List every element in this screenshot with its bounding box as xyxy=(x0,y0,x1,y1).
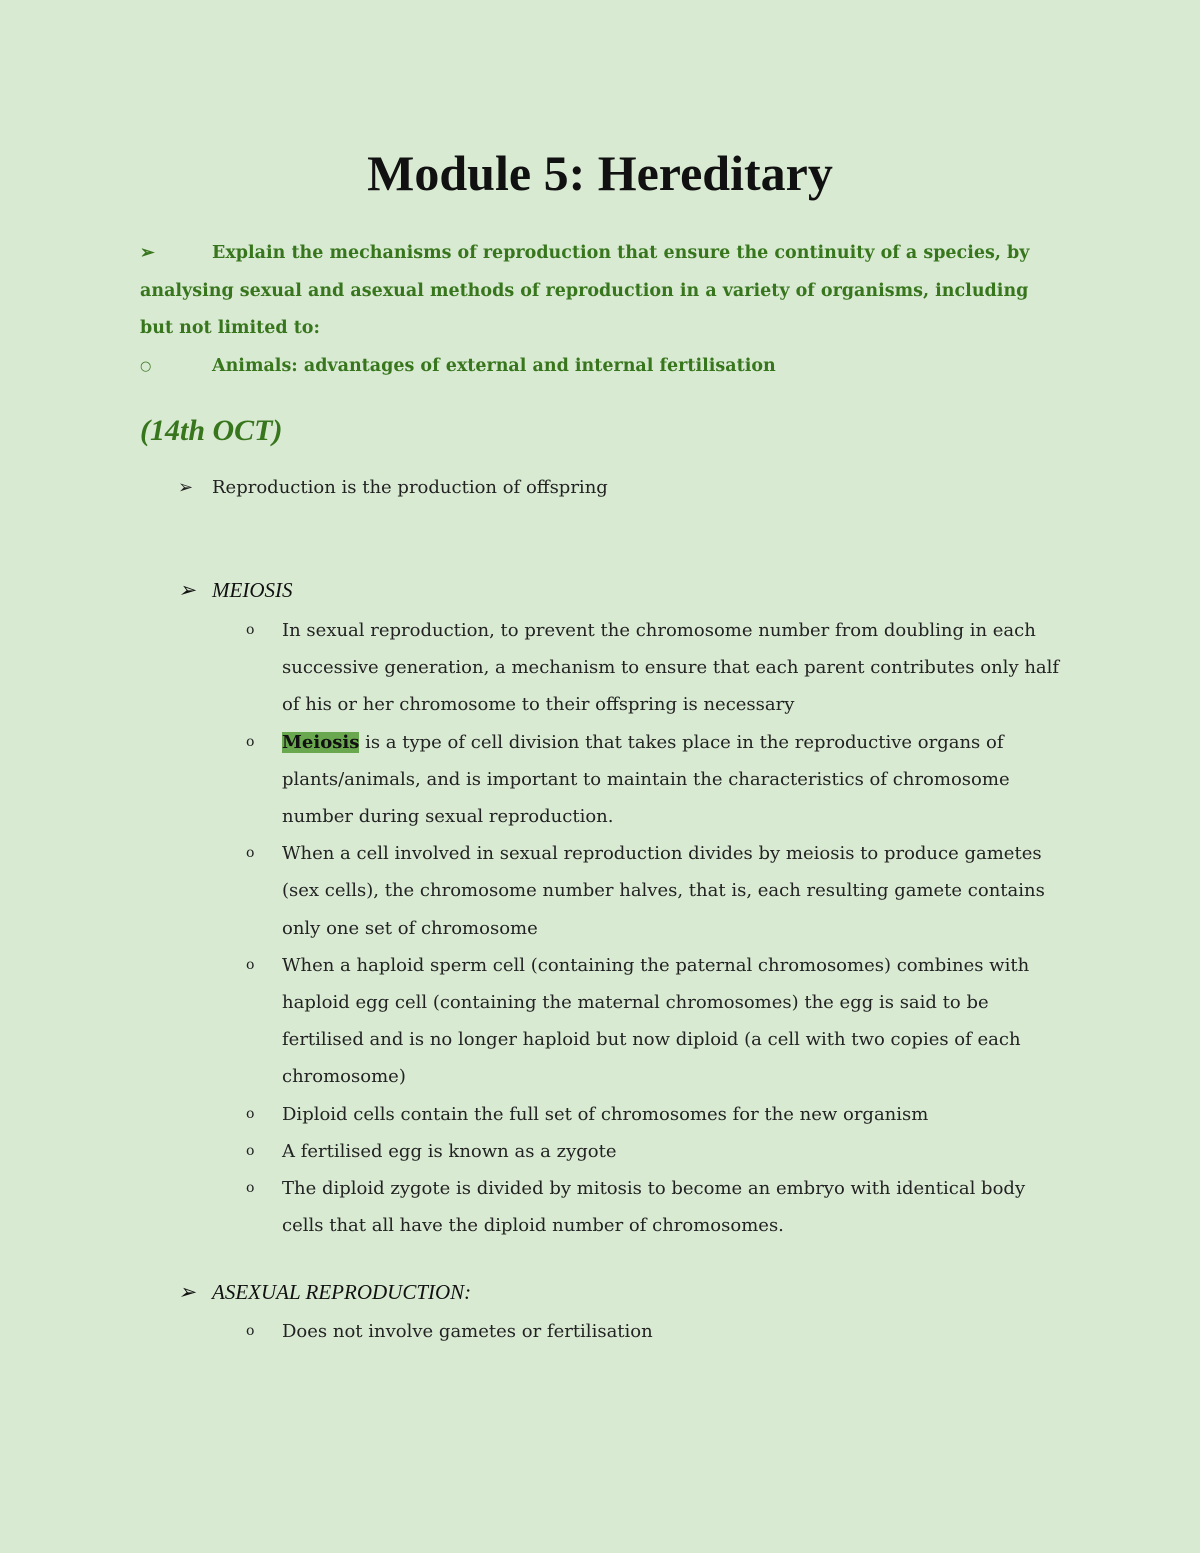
circle-bullet-icon: ○ xyxy=(140,358,152,374)
list-item: o A fertilised egg is known as a zygote xyxy=(246,1133,1066,1170)
asexual-heading-text: ASEXUAL REPRODUCTION: xyxy=(212,1280,472,1304)
arrow-bullet-icon: ➢ xyxy=(178,1280,196,1304)
circle-bullet-icon: o xyxy=(246,733,255,750)
outcome-subpoint xyxy=(140,348,1060,386)
list-item: o The diploid zygote is divided by mitosis to become an embryo with identical body cells that all have the diploid number of chromosomes. xyxy=(246,1170,1066,1244)
highlighted-term: Meiosis xyxy=(282,731,360,753)
list-item: o When a cell involved in sexual reproduction divides by meiosis to produce gametes (sex cells), the chromosome number halves, that is, each resulting gamete contains only one set of chromosome xyxy=(246,835,1066,947)
circle-bullet-icon: o xyxy=(246,845,255,862)
list-item: o Does not involve gametes or fertilisation xyxy=(246,1313,1066,1350)
date-heading: (14th OCT) xyxy=(140,414,283,447)
list-item: o When a haploid sperm cell (containing the paternal chromosomes) combines with haploid egg cell (containing the maternal chromosomes) the egg is said to be fertilised and is no longer haploid but now diploid (a cell with two copies of each chromosome) xyxy=(246,947,1066,1096)
circle-bullet-icon: o xyxy=(246,1142,255,1159)
circle-bullet-icon: o xyxy=(246,1180,255,1197)
intro-text: Reproduction is the production of offspring xyxy=(212,477,608,498)
meiosis-heading-text: MEIOSIS xyxy=(212,578,293,602)
list-item: o In sexual reproduction, to prevent the chromosome number from doubling in each successive generation, a mechanism to ensure that each parent contributes only half of his or her chromosome to their offspring is necessary xyxy=(246,612,1066,724)
arrow-bullet-icon: ➢ xyxy=(178,578,196,602)
meiosis-heading xyxy=(178,572,292,609)
list-item: o Diploid cells contain the full set of chromosomes for the new organism xyxy=(246,1096,1066,1133)
arrow-bullet-icon: ➢ xyxy=(178,477,194,498)
circle-bullet-icon: o xyxy=(246,622,255,638)
circle-bullet-icon: o xyxy=(246,956,255,973)
arrow-bullet-icon: ➢ xyxy=(140,243,155,263)
outcome-text: Explain the mechanisms of reproduction that ensure the continuity of a species, by analysing sexual and asexual methods of reproduction in a variety of organisms, including but not limited to: xyxy=(140,243,1030,338)
circle-bullet-icon: o xyxy=(246,1323,255,1339)
page-title: Module 5: Hereditary xyxy=(367,145,833,201)
asexual-heading xyxy=(178,1274,471,1311)
outcome-paragraph xyxy=(140,235,1060,348)
asexual-list xyxy=(246,1313,1066,1350)
meiosis-list xyxy=(246,612,1066,1244)
outcome-subpoint-text: Animals: advantages of external and internal fertilisation xyxy=(212,355,776,376)
intro-bullet xyxy=(178,469,608,506)
syllabus-outcome xyxy=(140,235,1060,385)
list-item: o Meiosis is a type of cell division that takes place in the reproductive organs of plants/animals, and is important to maintain the characteristics of chromosome number during sexual reproduction. xyxy=(246,724,1066,836)
circle-bullet-icon: o xyxy=(246,1105,255,1122)
